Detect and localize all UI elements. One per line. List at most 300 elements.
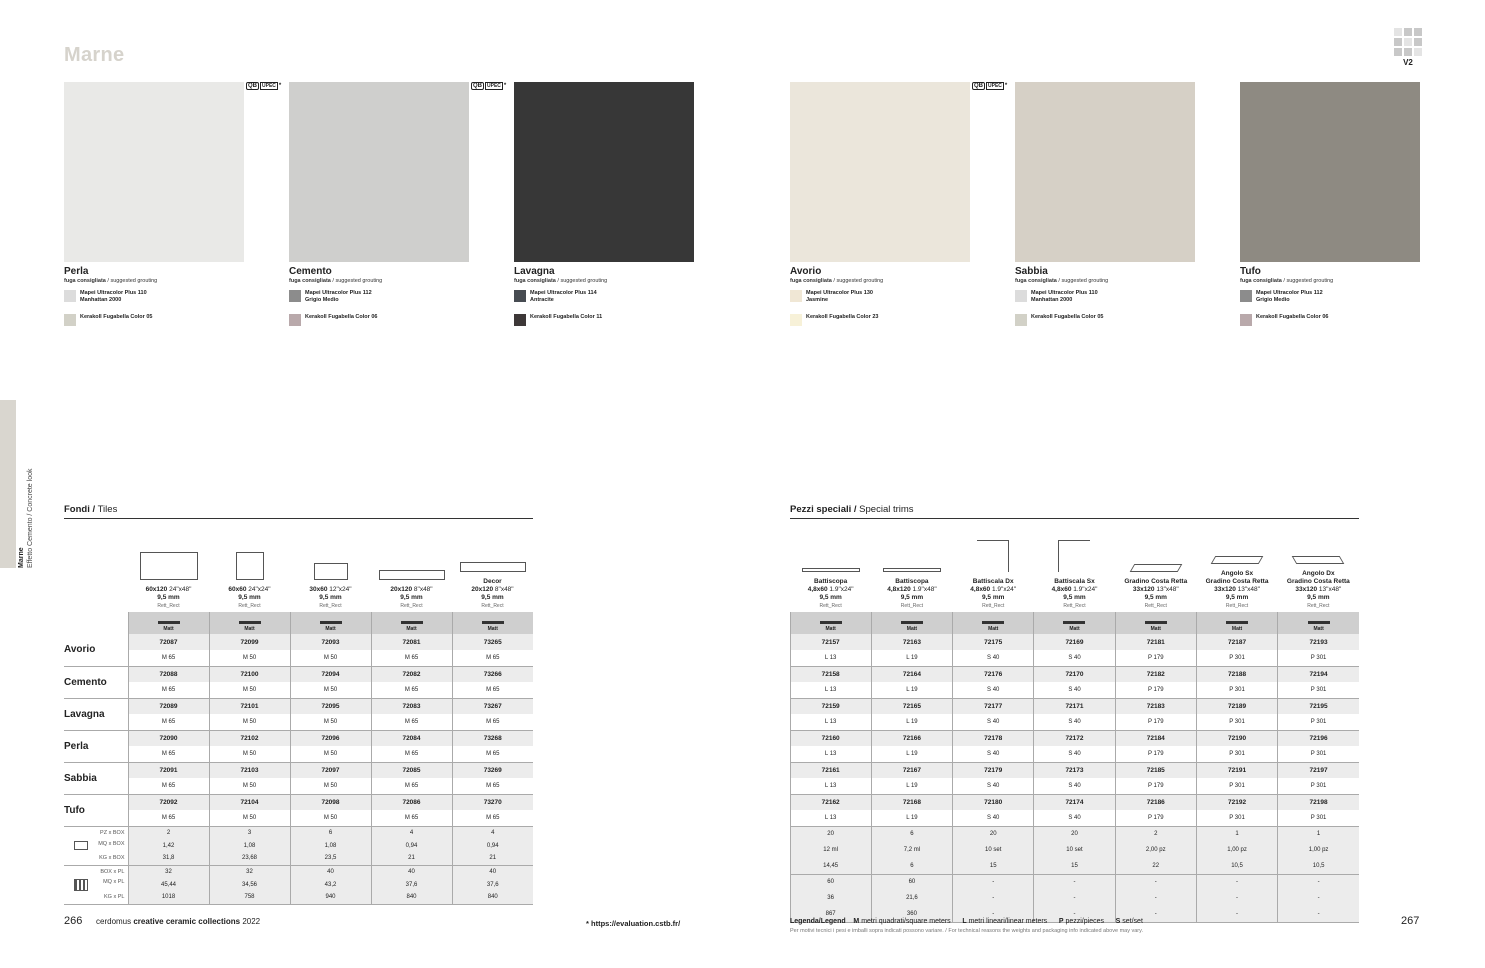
grout-swatch xyxy=(514,314,526,326)
box-value: 0,94 xyxy=(371,839,452,852)
packaging-unit: P 179 xyxy=(1115,810,1196,826)
article-code: 72195 xyxy=(1278,698,1359,714)
box-value: 2,00 pz xyxy=(1115,842,1196,858)
format-shape-icon xyxy=(236,552,264,580)
article-code: 72198 xyxy=(1278,794,1359,810)
packaging-row xyxy=(64,810,533,826)
article-code: 72173 xyxy=(1034,762,1115,778)
article-code: 72084 xyxy=(371,730,452,746)
article-code: 72179 xyxy=(953,762,1034,778)
packaging-row xyxy=(790,746,1359,762)
pallet-value: 840 xyxy=(452,891,533,904)
format-header: Battiscala Sx 4,8x60 1.9"x24" 9,5 mm Rett_Rect xyxy=(1034,524,1115,612)
code-row xyxy=(790,698,1359,714)
code-row xyxy=(64,730,533,746)
cstb-link[interactable]: * https://evaluation.cstb.fr/ xyxy=(586,919,681,928)
packaging-unit: M 65 xyxy=(452,810,533,826)
color-name: Lavagna xyxy=(64,698,128,730)
pallet-value: 60 xyxy=(790,874,871,890)
pallet-value: 758 xyxy=(209,891,290,904)
upec-certification-icon: QB UPEC * xyxy=(473,83,507,89)
packaging-unit: P 301 xyxy=(1196,746,1277,762)
box-value: 20 xyxy=(1034,826,1115,842)
box-value: 1 xyxy=(1278,826,1359,842)
format-header: 20x120 8"x48" 9,5 mm Rett_Rect xyxy=(371,524,452,612)
pallet-value: - xyxy=(1278,890,1359,906)
tile-swatch xyxy=(289,82,469,262)
article-code: 72157 xyxy=(790,634,871,650)
grout-product: Mapei Ultracolor Plus 130 xyxy=(806,290,873,296)
box-value: 12 ml xyxy=(790,842,871,858)
grout-color: Grigio Medio xyxy=(1256,297,1290,303)
format-header: Battiscopa 4,8x60 1.9"x24" 9,5 mm Rett_Rect xyxy=(790,524,871,612)
pallet-value: - xyxy=(1196,874,1277,890)
box-value: 7,2 ml xyxy=(871,842,952,858)
packaging-unit: M 50 xyxy=(290,682,371,698)
packaging-unit: P 301 xyxy=(1278,810,1359,826)
packaging-unit: M 65 xyxy=(452,746,533,762)
pallet-value: 940 xyxy=(290,891,371,904)
grid-icon xyxy=(1394,28,1424,56)
grout-product: Mapei Ultracolor Plus 110 xyxy=(80,290,147,296)
tile-name: Perla xyxy=(64,266,89,277)
finish-cell: Matt xyxy=(209,612,290,634)
packaging-unit: P 301 xyxy=(1278,778,1359,794)
article-code: 72100 xyxy=(209,666,290,682)
code-row xyxy=(64,666,533,682)
box-value: 10,5 xyxy=(1278,858,1359,874)
packaging-unit: S 40 xyxy=(953,714,1034,730)
packaging-unit: L 19 xyxy=(871,746,952,762)
box-value: 2 xyxy=(1115,826,1196,842)
pallet-value: 34,56 xyxy=(209,878,290,891)
grout-swatch xyxy=(1015,314,1027,326)
pallet-value: - xyxy=(953,874,1034,890)
box-value: 1,08 xyxy=(209,839,290,852)
box-value: 4 xyxy=(452,826,533,839)
article-code: 72093 xyxy=(290,634,371,650)
pallet-value: 32 xyxy=(128,865,209,878)
code-row xyxy=(790,730,1359,746)
code-row xyxy=(790,666,1359,682)
pallet-value: 21,6 xyxy=(871,890,952,906)
box-value: 1,00 pz xyxy=(1278,842,1359,858)
pezzi-heading: Pezzi speciali / Special trims xyxy=(790,504,1359,519)
packaging-unit: S 40 xyxy=(953,778,1034,794)
finish-cell: Matt xyxy=(290,612,371,634)
box-value: 23,68 xyxy=(209,852,290,865)
packaging-unit: M 65 xyxy=(128,746,209,762)
pallet-label: BOX x PL xyxy=(100,868,125,875)
grout-product: Mapei Ultracolor Plus 110 xyxy=(1031,290,1098,296)
article-code: 72082 xyxy=(371,666,452,682)
pallet-icon xyxy=(74,879,88,891)
packaging-unit: L 13 xyxy=(790,810,871,826)
tile-swatch xyxy=(514,82,694,262)
grout-color: Antracite xyxy=(530,297,554,303)
kerakoll-grout xyxy=(1015,314,1195,326)
grout-caption: fuga consigliata / suggested grouting xyxy=(1015,278,1109,284)
article-code: 72169 xyxy=(1034,634,1115,650)
packaging-unit: L 19 xyxy=(871,714,952,730)
packaging-row xyxy=(790,682,1359,698)
box-value: 31,8 xyxy=(128,852,209,865)
version-badge xyxy=(1394,28,1424,67)
pallet-label: KG x PL xyxy=(64,891,128,904)
grout-caption: fuga consigliata / suggested grouting xyxy=(514,278,608,284)
packaging-unit: S 40 xyxy=(1034,810,1115,826)
packaging-unit: P 301 xyxy=(1196,650,1277,666)
format-header: 60x120 24"x48" 9,5 mm Rett_Rect xyxy=(128,524,209,612)
corner-step-left-icon xyxy=(1211,556,1264,564)
mapei-grout xyxy=(790,290,970,304)
packaging-unit: M 50 xyxy=(290,650,371,666)
article-code: 73266 xyxy=(452,666,533,682)
tile-card xyxy=(790,82,970,326)
article-code: 73265 xyxy=(452,634,533,650)
article-code: 72088 xyxy=(128,666,209,682)
packaging-unit: L 13 xyxy=(790,714,871,730)
pallet-value: 840 xyxy=(371,891,452,904)
article-code: 72180 xyxy=(953,794,1034,810)
article-code: 73270 xyxy=(452,794,533,810)
box-label: MQ x BOX xyxy=(64,839,128,852)
pallet-row xyxy=(64,891,533,904)
packaging-unit: P 301 xyxy=(1278,746,1359,762)
grout-swatch xyxy=(289,290,301,302)
article-code: 72102 xyxy=(209,730,290,746)
article-code: 73267 xyxy=(452,698,533,714)
code-row xyxy=(64,634,533,650)
article-code: 72086 xyxy=(371,794,452,810)
side-label: Marne Effetto Cemento / Concrete look xyxy=(18,468,34,568)
packaging-unit: M 65 xyxy=(128,714,209,730)
pallet-value: - xyxy=(1278,874,1359,890)
box-row xyxy=(790,842,1359,858)
tile-swatch xyxy=(64,82,244,262)
pallet-value: - xyxy=(1034,874,1115,890)
format-header-row xyxy=(64,524,533,612)
page-number-right: 267 xyxy=(1401,915,1420,927)
pallet-value: - xyxy=(1034,890,1115,906)
article-code: 72097 xyxy=(290,762,371,778)
pallet-row xyxy=(790,874,1359,890)
box-value: 6 xyxy=(871,826,952,842)
box-value: 0,94 xyxy=(452,839,533,852)
finish-cell: Matt xyxy=(871,612,952,634)
box-value: 1,42 xyxy=(128,839,209,852)
article-code: 72104 xyxy=(209,794,290,810)
packaging-unit: L 19 xyxy=(871,682,952,698)
page-number-left: 266 xyxy=(64,915,83,927)
box-label: PZ x BOX xyxy=(100,829,125,836)
pallet-value: 45,44 xyxy=(128,878,209,891)
packaging-unit: P 301 xyxy=(1278,650,1359,666)
box-value: 1,08 xyxy=(290,839,371,852)
box-value: 15 xyxy=(953,858,1034,874)
packaging-row xyxy=(790,714,1359,730)
grout-swatch xyxy=(790,290,802,302)
step-tread-icon xyxy=(1129,564,1182,572)
article-code: 72194 xyxy=(1278,666,1359,682)
tile-card xyxy=(1240,82,1420,326)
pallet-value: 360 xyxy=(871,906,952,922)
pallet-value: - xyxy=(1034,906,1115,922)
grout-product: Kerakoll Fugabella Color 06 xyxy=(1256,314,1329,320)
article-code: 72175 xyxy=(953,634,1034,650)
box-label: KG x BOX xyxy=(64,852,128,865)
article-code: 72165 xyxy=(871,698,952,714)
article-code: 72192 xyxy=(1196,794,1277,810)
packaging-unit: M 65 xyxy=(128,650,209,666)
format-header: 30x60 12"x24" 9,5 mm Rett_Rect xyxy=(290,524,371,612)
format-header: Battiscopa 4,8x120 1.9"x48" 9,5 mm Rett_Rect xyxy=(871,524,952,612)
finish-cell: Matt xyxy=(452,612,533,634)
packaging-unit: M 50 xyxy=(290,778,371,794)
code-row xyxy=(790,762,1359,778)
tile-name: Lavagna xyxy=(514,266,555,277)
stair-skirting-left-icon xyxy=(1058,540,1090,572)
packaging-unit: L 13 xyxy=(790,650,871,666)
packaging-unit: M 50 xyxy=(209,778,290,794)
grout-swatch xyxy=(514,290,526,302)
article-code: 72089 xyxy=(128,698,209,714)
pallet-value: - xyxy=(953,890,1034,906)
format-header-row xyxy=(790,524,1359,612)
packaging-unit: M 65 xyxy=(371,778,452,794)
box-value: 4 xyxy=(371,826,452,839)
tile-swatch xyxy=(790,82,970,262)
tile-card xyxy=(64,82,244,326)
grout-product: Mapei Ultracolor Plus 112 xyxy=(305,290,372,296)
fondi-table xyxy=(64,524,533,905)
packaging-unit: S 40 xyxy=(953,682,1034,698)
article-code: 72101 xyxy=(209,698,290,714)
tile-name: Tufo xyxy=(1240,266,1261,277)
article-code: 72161 xyxy=(790,762,871,778)
packaging-unit: M 50 xyxy=(209,714,290,730)
pallet-value: 32 xyxy=(209,865,290,878)
disclaimer-note: Per motivi tecnici i pesi e imballi sopra indicati possono variare. / For technical reasons the weights and packaging info indicated above may vary. xyxy=(790,928,1143,934)
box-value: 23,5 xyxy=(290,852,371,865)
box-value: 21 xyxy=(452,852,533,865)
grout-swatch xyxy=(790,314,802,326)
code-row xyxy=(64,698,533,714)
article-code: 72171 xyxy=(1034,698,1115,714)
box-row xyxy=(790,858,1359,874)
box-row xyxy=(64,826,533,839)
article-code: 72091 xyxy=(128,762,209,778)
box-value: 1,00 pz xyxy=(1196,842,1277,858)
grout-caption: fuga consigliata / suggested grouting xyxy=(289,278,383,284)
pallet-row xyxy=(64,865,533,878)
article-code: 72190 xyxy=(1196,730,1277,746)
article-code: 72099 xyxy=(209,634,290,650)
box-icon xyxy=(74,841,88,850)
packaging-unit: P 301 xyxy=(1196,714,1277,730)
color-name: Cemento xyxy=(64,666,128,698)
packaging-row xyxy=(64,714,533,730)
article-code: 72081 xyxy=(371,634,452,650)
packaging-unit: M 50 xyxy=(209,746,290,762)
packaging-unit: M 50 xyxy=(209,682,290,698)
format-header: Decor 20x120 8"x48" 9,5 mm Rett_Rect xyxy=(452,524,533,612)
article-code: 72172 xyxy=(1034,730,1115,746)
code-row xyxy=(790,634,1359,650)
skirting-icon xyxy=(802,568,860,572)
pallet-value: - xyxy=(1115,890,1196,906)
finish-row xyxy=(790,612,1359,634)
grout-product: Mapei Ultracolor Plus 114 xyxy=(530,290,597,296)
pallet-row xyxy=(64,878,533,891)
article-code: 72177 xyxy=(953,698,1034,714)
packaging-unit: M 50 xyxy=(209,810,290,826)
pallet-value: - xyxy=(1278,906,1359,922)
article-code: 72193 xyxy=(1278,634,1359,650)
packaging-unit: M 50 xyxy=(290,746,371,762)
grout-product: Kerakoll Fugabella Color 05 xyxy=(1031,314,1104,320)
box-value: 10,5 xyxy=(1196,858,1277,874)
mapei-grout xyxy=(1015,290,1195,304)
format-shape-icon xyxy=(460,562,526,572)
tile-name: Avorio xyxy=(790,266,822,277)
grout-swatch xyxy=(64,290,76,302)
grout-swatch xyxy=(1240,290,1252,302)
article-code: 72087 xyxy=(128,634,209,650)
pallet-value: 43,2 xyxy=(290,878,371,891)
packaging-unit: S 40 xyxy=(953,810,1034,826)
color-name: Sabbia xyxy=(64,762,128,794)
code-row xyxy=(64,794,533,810)
article-code: 72095 xyxy=(290,698,371,714)
article-code: 72187 xyxy=(1196,634,1277,650)
article-code: 72182 xyxy=(1115,666,1196,682)
packaging-unit: S 40 xyxy=(953,650,1034,666)
article-code: 72159 xyxy=(790,698,871,714)
article-code: 72083 xyxy=(371,698,452,714)
packaging-unit: M 65 xyxy=(452,714,533,730)
packaging-unit: M 50 xyxy=(290,714,371,730)
format-header: Gradino Costa Retta 33x120 13"x48" 9,5 mm Rett_Rect xyxy=(1115,524,1196,612)
box-value: 14,45 xyxy=(790,858,871,874)
pallet-value: 1018 xyxy=(128,891,209,904)
format-header: Angolo Sx Gradino Costa Retta 33x120 13"x48" 9,5 mm Rett_Rect xyxy=(1196,524,1277,612)
article-code: 72196 xyxy=(1278,730,1359,746)
finish-cell: Matt xyxy=(1278,612,1359,634)
article-code: 72191 xyxy=(1196,762,1277,778)
pallet-value: 60 xyxy=(871,874,952,890)
box-value: 2 xyxy=(128,826,209,839)
packaging-unit: P 301 xyxy=(1196,778,1277,794)
tile-name: Cemento xyxy=(289,266,332,277)
grout-swatch xyxy=(1240,314,1252,326)
packaging-unit: L 19 xyxy=(871,650,952,666)
box-value: 22 xyxy=(1115,858,1196,874)
code-row xyxy=(790,794,1359,810)
finish-cell: Matt xyxy=(371,612,452,634)
pallet-value: - xyxy=(953,906,1034,922)
article-code: 72168 xyxy=(871,794,952,810)
code-row xyxy=(64,762,533,778)
pallet-value: 36 xyxy=(790,890,871,906)
packaging-unit: M 65 xyxy=(128,810,209,826)
packaging-unit: M 65 xyxy=(371,650,452,666)
box-value: 10 set xyxy=(1034,842,1115,858)
box-row xyxy=(64,839,533,852)
kerakoll-grout xyxy=(64,314,244,326)
format-header: Battiscala Dx 4,8x60 1.9"x24" 9,5 mm Rett_Rect xyxy=(953,524,1034,612)
pallet-value: 40 xyxy=(452,865,533,878)
box-value: 6 xyxy=(871,858,952,874)
article-code: 72164 xyxy=(871,666,952,682)
skirting-icon xyxy=(883,568,941,572)
format-shape-icon xyxy=(314,563,348,580)
grout-caption: fuga consigliata / suggested grouting xyxy=(64,278,158,284)
article-code: 72158 xyxy=(790,666,871,682)
finish-cell: Matt xyxy=(1034,612,1115,634)
article-code: 72181 xyxy=(1115,634,1196,650)
article-code: 72085 xyxy=(371,762,452,778)
format-header: Angolo Dx Gradino Costa Retta 33x120 13"x48" 9,5 mm Rett_Rect xyxy=(1278,524,1359,612)
pallet-value: 37,6 xyxy=(371,878,452,891)
packaging-unit: M 65 xyxy=(371,714,452,730)
fondi-heading: Fondi / Tiles xyxy=(64,504,533,519)
tile-card xyxy=(514,82,694,326)
box-value: 10 set xyxy=(953,842,1034,858)
grout-caption: fuga consigliata / suggested grouting xyxy=(790,278,884,284)
grout-color: Manhattan 2000 xyxy=(80,297,122,303)
mapei-grout xyxy=(1240,290,1420,304)
finish-cell: Matt xyxy=(1115,612,1196,634)
grout-swatch xyxy=(64,314,76,326)
pallet-value: - xyxy=(1115,906,1196,922)
packaging-unit: M 65 xyxy=(452,650,533,666)
color-name: Perla xyxy=(64,730,128,762)
box-value: 6 xyxy=(290,826,371,839)
box-value: 20 xyxy=(953,826,1034,842)
finish-cell: Matt xyxy=(128,612,209,634)
mapei-grout xyxy=(514,290,694,304)
box-value: 3 xyxy=(209,826,290,839)
grout-color: Jasmine xyxy=(806,297,829,303)
packaging-row xyxy=(64,682,533,698)
packaging-unit: S 40 xyxy=(1034,650,1115,666)
packaging-unit: M 65 xyxy=(128,778,209,794)
packaging-unit: M 65 xyxy=(128,682,209,698)
packaging-unit: S 40 xyxy=(1034,778,1115,794)
article-code: 72167 xyxy=(871,762,952,778)
article-code: 73268 xyxy=(452,730,533,746)
article-code: 72184 xyxy=(1115,730,1196,746)
grout-product: Kerakoll Fugabella Color 23 xyxy=(806,314,879,320)
article-code: 72186 xyxy=(1115,794,1196,810)
packaging-row xyxy=(790,810,1359,826)
packaging-unit: S 40 xyxy=(1034,746,1115,762)
tile-card xyxy=(289,82,469,326)
pallet-value: - xyxy=(1196,906,1277,922)
article-code: 72090 xyxy=(128,730,209,746)
packaging-unit: M 65 xyxy=(371,746,452,762)
article-code: 72183 xyxy=(1115,698,1196,714)
grout-color: Grigio Medio xyxy=(305,297,339,303)
packaging-unit: P 301 xyxy=(1196,682,1277,698)
packaging-unit: M 65 xyxy=(371,682,452,698)
tile-swatch xyxy=(1240,82,1420,262)
upec-certification-icon: QB UPEC * xyxy=(974,83,1008,89)
grout-product: Mapei Ultracolor Plus 112 xyxy=(1256,290,1323,296)
tile-name: Sabbia xyxy=(1015,266,1048,277)
mapei-grout xyxy=(64,290,244,304)
